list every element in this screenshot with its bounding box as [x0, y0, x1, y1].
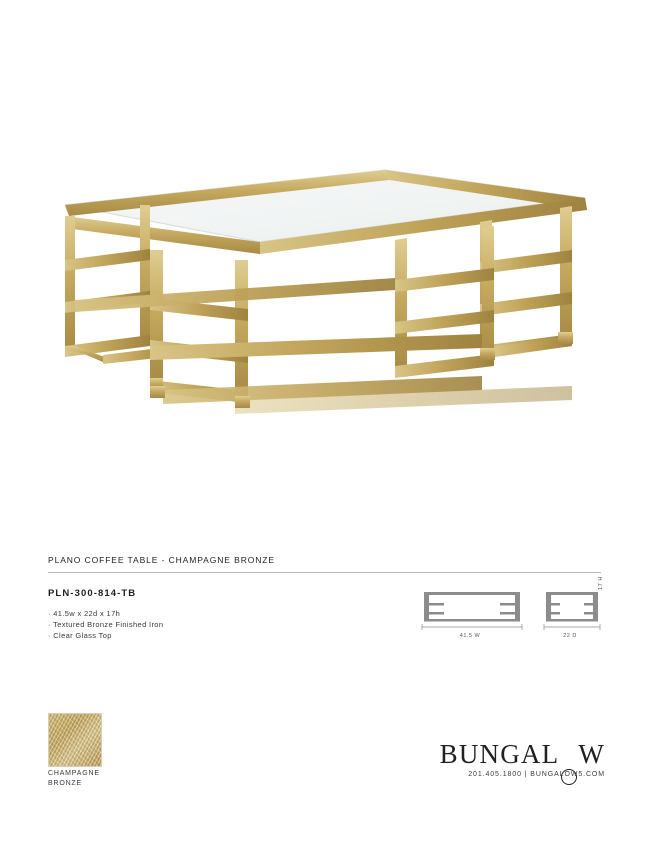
coffee-table-illustration: [45, 150, 605, 440]
brand-name-part1: BUNGAL: [439, 739, 560, 769]
divider-rule: [48, 572, 601, 573]
dimension-caption-depth: 22 D: [563, 633, 577, 639]
swatch-label: [48, 769, 100, 789]
swatch-label-line1: CHAMPAGNE: [48, 770, 100, 777]
spec-line-top: · Clear Glass Top: [48, 631, 112, 640]
brand-footer: [440, 740, 605, 778]
champagne-bronze-swatch: [48, 713, 102, 767]
brand-wordmark: [440, 740, 605, 768]
brand-contact: 201.405.1800 | BUNGALOW5.COM: [468, 771, 605, 778]
dimension-caption-width: 41.5 W: [459, 633, 481, 639]
product-sku: PLN-300-814-TB: [48, 588, 137, 599]
product-specs: [48, 608, 163, 641]
dimension-drawings: [420, 576, 605, 648]
front-elevation-drawing: [420, 588, 524, 635]
brand-name-part2: W: [578, 739, 605, 769]
product-title: PLANO COFFEE TABLE - CHAMPAGNE BRONZE: [48, 555, 275, 565]
spec-line-dimensions: · 41.5w x 22d x 17h: [48, 609, 121, 618]
product-hero-image: [0, 150, 649, 460]
spec-line-material: · Textured Bronze Finished Iron: [48, 620, 164, 629]
dimension-caption-height: 17 H: [598, 576, 604, 590]
swatch-label-line2: BRONZE: [48, 780, 82, 787]
side-elevation-drawing: [542, 588, 602, 635]
